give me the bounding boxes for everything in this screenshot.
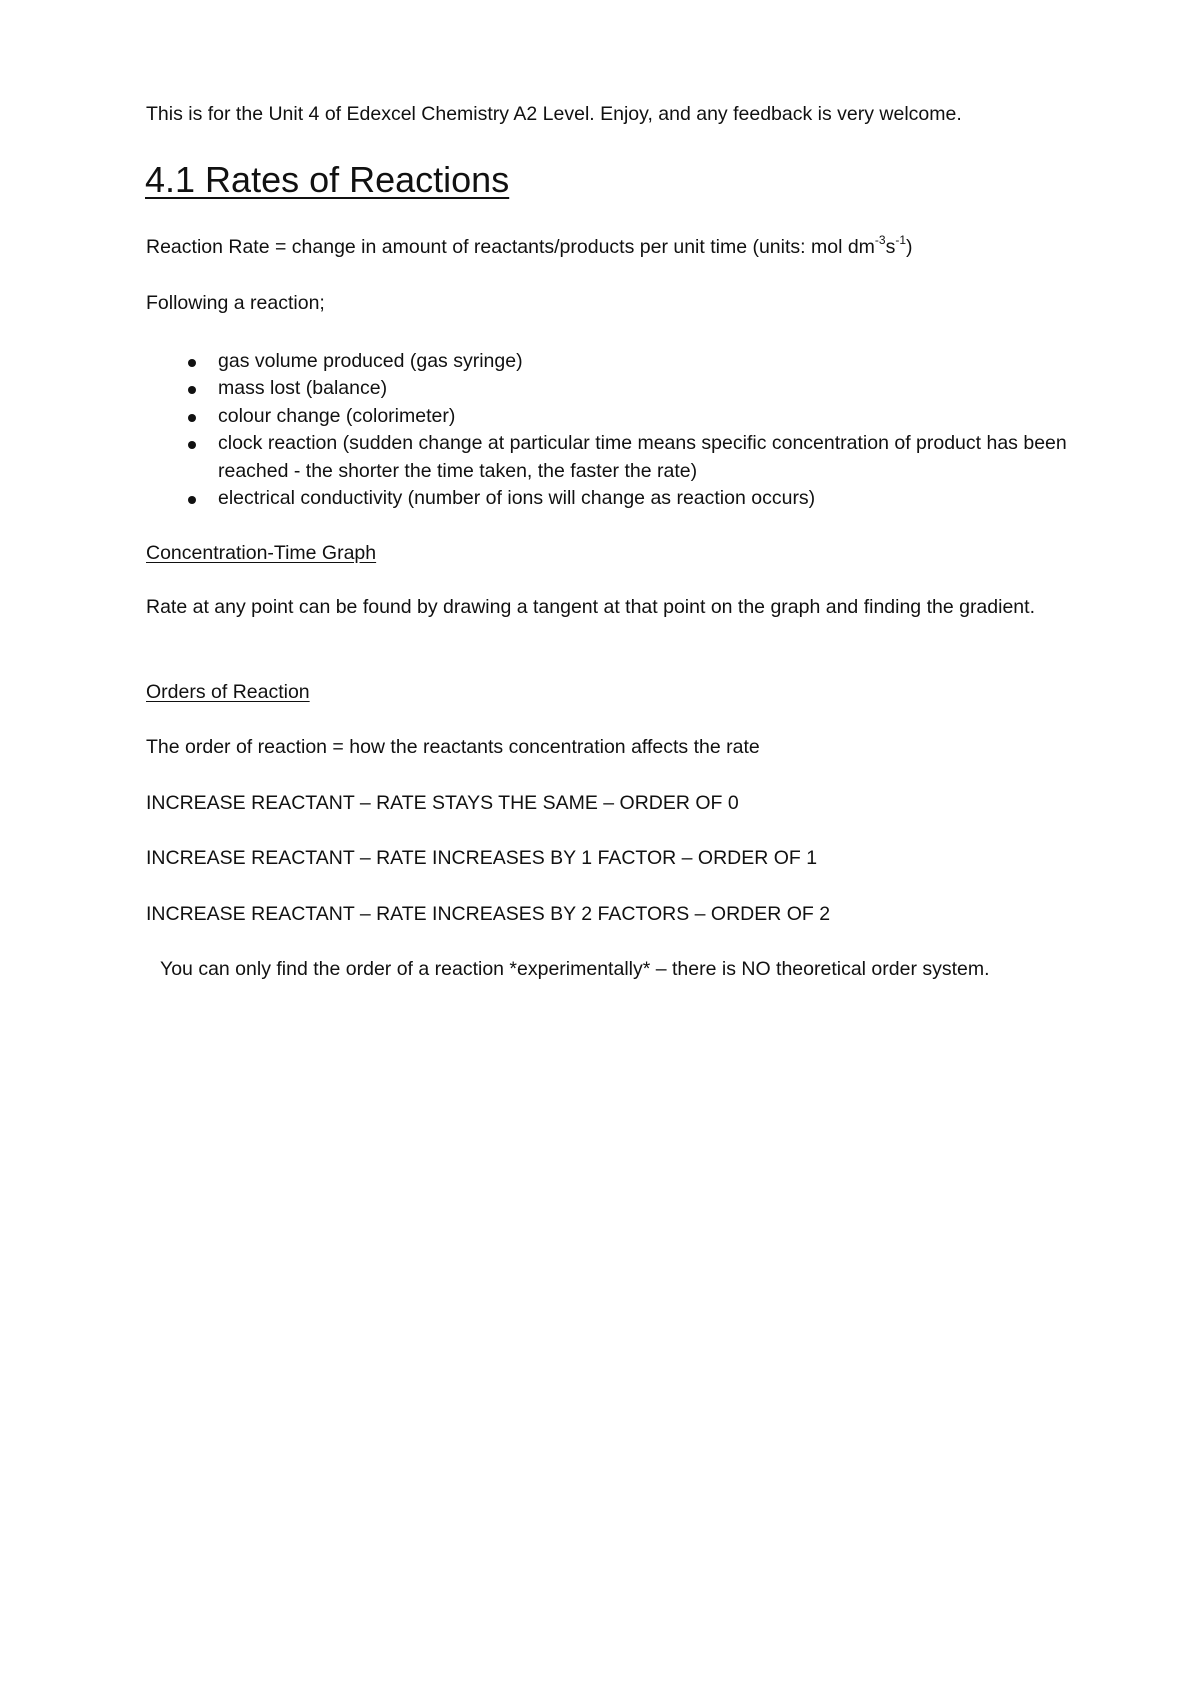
unit-seconds: s — [885, 236, 896, 258]
order-rule-1: INCREASE REACTANT – RATE INCREASES BY 1 FACTOR – ORDER OF 1 — [146, 847, 818, 869]
order-rule-2: INCREASE REACTANT – RATE INCREASES BY 2 FACTORS – ORDER OF 2 — [146, 903, 831, 925]
bullet-icon — [188, 359, 196, 367]
rate-definition-text: Reaction Rate = change in amount of reactants/products per unit time (units: mol dm — [146, 236, 875, 258]
unit-exponent-s: -1 — [895, 232, 907, 247]
following-heading: Following a reaction; — [146, 292, 325, 314]
bullet-icon — [188, 414, 196, 422]
methods-list — [146, 348, 1086, 512]
bullet-icon — [188, 496, 196, 504]
rate-definition-close: ) — [906, 236, 913, 258]
order-rule-0: INCREASE REACTANT – RATE STAYS THE SAME – ORDER OF 0 — [146, 792, 739, 814]
unit-exponent-dm: -3 — [874, 232, 886, 247]
orders-heading: Orders of Reaction — [146, 681, 310, 703]
bullet-icon — [188, 441, 196, 449]
list-item-text: gas volume produced (gas syringe) — [218, 350, 523, 372]
list-item — [146, 348, 1086, 375]
graph-heading: Concentration-Time Graph — [146, 542, 377, 564]
bullet-icon — [188, 386, 196, 394]
intro-text: This is for the Unit 4 of Edexcel Chemistry A2 Level. Enjoy, and any feedback is very welcome. — [146, 103, 962, 125]
graph-text: Rate at any point can be found by drawing a tangent at that point on the graph and finding the gradient. — [146, 596, 1035, 618]
orders-definition: The order of reaction = how the reactants concentration affects the rate — [146, 736, 760, 758]
list-item-text: colour change (colorimeter) — [218, 404, 456, 427]
experimental-note: You can only find the order of a reaction *experimentally* – there is NO theoretical order system. — [160, 958, 990, 980]
list-item-text: mass lost (balance) — [218, 377, 388, 400]
rate-definition — [146, 234, 913, 260]
list-item — [146, 485, 1086, 512]
list-item — [146, 403, 1086, 430]
list-item-text: electrical conductivity (number of ions will change as reaction occurs) — [218, 487, 816, 510]
list-item — [146, 430, 1086, 485]
section-title: 4.1 Rates of Reactions — [145, 159, 510, 200]
list-item-text: clock reaction (sudden change at particular time means specific concentration of product has been reached - the shorter the time taken, the faster the rate) — [218, 432, 1067, 482]
list-item — [146, 375, 1086, 402]
